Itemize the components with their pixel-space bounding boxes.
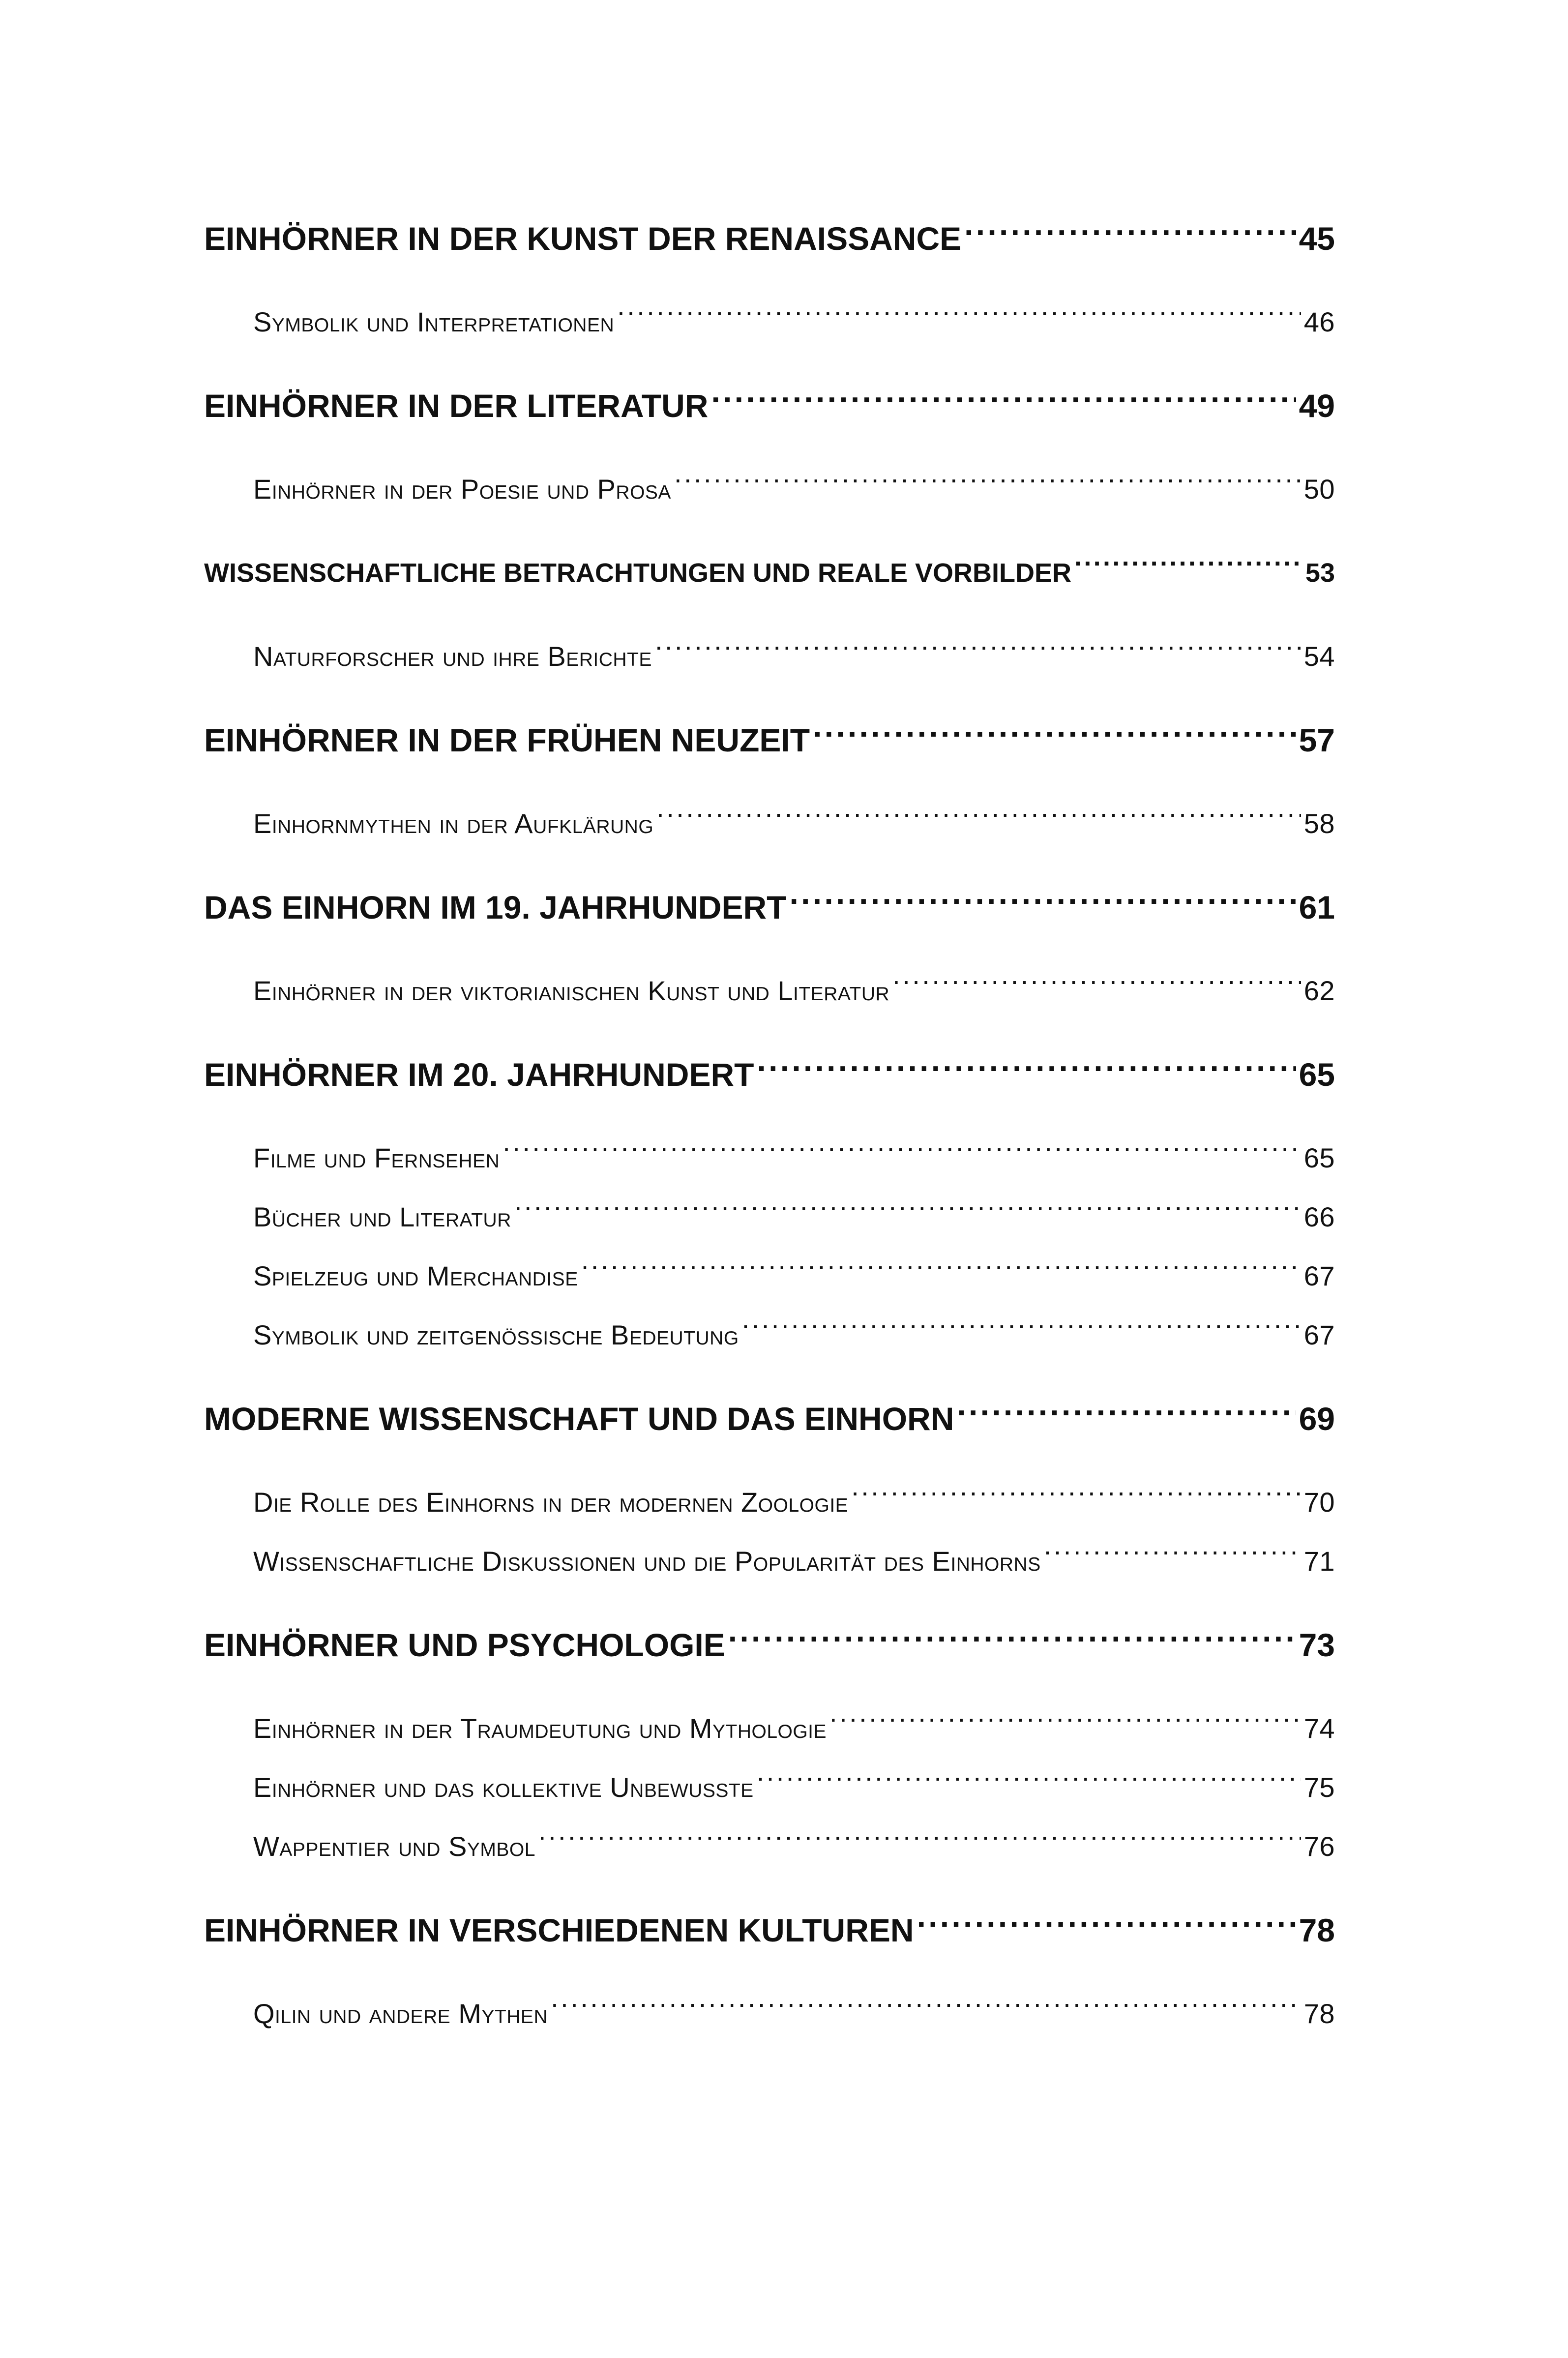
toc-section-entry[interactable] bbox=[204, 802, 1335, 846]
toc-page-number: 75 bbox=[1303, 1772, 1335, 1803]
toc-chapter-title: EINHÖRNER IN DER LITERATUR bbox=[204, 388, 709, 424]
toc-section-title: Wissenschaftliche Diskussionen und die Popularität des Einhorns bbox=[253, 1546, 1041, 1577]
dot-leader bbox=[1044, 1543, 1301, 1571]
toc-page-number: 78 bbox=[1299, 1912, 1335, 1948]
toc-chapter-title: EINHÖRNER IN DER KUNST DER RENAISSANCE bbox=[204, 220, 962, 257]
dot-leader bbox=[917, 1909, 1296, 1941]
toc-page-number: 76 bbox=[1303, 1831, 1335, 1862]
dot-leader bbox=[655, 638, 1301, 666]
dot-leader bbox=[551, 1996, 1301, 2023]
toc-section-entry[interactable] bbox=[204, 1254, 1335, 1298]
dot-leader bbox=[892, 973, 1301, 1000]
toc-chapter-entry[interactable] bbox=[204, 551, 1335, 595]
toc-page-number: 49 bbox=[1299, 388, 1335, 424]
toc-section-title: Bücher und Literatur bbox=[253, 1201, 511, 1232]
toc-section-title: Einhörner und das kollektive Unbewusste bbox=[253, 1772, 754, 1803]
toc-section-entry[interactable] bbox=[204, 1824, 1335, 1869]
toc-chapter-entry[interactable] bbox=[204, 718, 1335, 762]
toc-section-title: Einhörner in der Poesie und Prosa bbox=[253, 474, 671, 505]
toc-page-number: 50 bbox=[1303, 474, 1335, 505]
toc-page-number: 45 bbox=[1299, 220, 1335, 257]
dot-leader bbox=[674, 471, 1301, 499]
dot-leader bbox=[617, 304, 1301, 331]
toc-chapter-title: EINHÖRNER IN DER FRÜHEN NEUZEIT bbox=[204, 722, 810, 758]
toc-section-entry[interactable] bbox=[204, 1706, 1335, 1751]
dot-leader bbox=[711, 385, 1296, 417]
dot-leader bbox=[813, 719, 1296, 751]
toc-page-number: 70 bbox=[1303, 1487, 1335, 1518]
toc-page-number: 65 bbox=[1303, 1142, 1335, 1173]
toc-page-number: 53 bbox=[1305, 558, 1335, 588]
toc-section-entry[interactable] bbox=[204, 1136, 1335, 1180]
toc-section-entry[interactable] bbox=[204, 1195, 1335, 1239]
toc-section-entry[interactable] bbox=[204, 1480, 1335, 1524]
toc-section-title: Spielzeug und Merchandise bbox=[253, 1260, 578, 1291]
toc-page-number: 65 bbox=[1299, 1056, 1335, 1093]
toc-page-number: 54 bbox=[1303, 641, 1335, 672]
table-of-contents bbox=[204, 216, 1335, 2036]
dot-leader bbox=[957, 1398, 1296, 1430]
dot-leader bbox=[581, 1258, 1301, 1285]
toc-section-title: Filme und Fernsehen bbox=[253, 1142, 500, 1173]
dot-leader bbox=[503, 1140, 1301, 1167]
toc-page-number: 78 bbox=[1303, 1998, 1335, 2029]
toc-chapter-entry[interactable] bbox=[204, 216, 1335, 261]
toc-chapter-title: EINHÖRNER UND PSYCHOLOGIE bbox=[204, 1627, 725, 1663]
toc-chapter-title: EINHÖRNER IM 20. JAHRHUNDERT bbox=[204, 1056, 754, 1093]
toc-chapter-title: MODERNE WISSENSCHAFT UND DAS EINHORN bbox=[204, 1401, 954, 1437]
toc-section-entry[interactable] bbox=[204, 1313, 1335, 1357]
toc-section-entry[interactable] bbox=[204, 300, 1335, 344]
dot-leader bbox=[728, 1624, 1296, 1656]
dot-leader bbox=[757, 1053, 1296, 1086]
dot-leader bbox=[829, 1710, 1301, 1738]
toc-section-entry[interactable] bbox=[204, 1539, 1335, 1583]
toc-page-number: 62 bbox=[1303, 975, 1335, 1006]
toc-chapter-entry[interactable] bbox=[204, 885, 1335, 929]
toc-page-number: 67 bbox=[1303, 1260, 1335, 1291]
toc-page-number: 58 bbox=[1303, 808, 1335, 839]
toc-page-number: 71 bbox=[1303, 1546, 1335, 1577]
toc-chapter-title: EINHÖRNER IN VERSCHIEDENEN KULTUREN bbox=[204, 1912, 914, 1948]
toc-page-number: 73 bbox=[1299, 1627, 1335, 1663]
toc-section-title: Naturforscher und ihre Berichte bbox=[253, 641, 652, 672]
toc-section-title: Qilin und andere Mythen bbox=[253, 1998, 548, 2029]
dot-leader bbox=[514, 1199, 1301, 1226]
toc-section-title: Die Rolle des Einhorns in der modernen Zoologie bbox=[253, 1487, 849, 1518]
toc-section-entry[interactable] bbox=[204, 1992, 1335, 2036]
toc-section-entry[interactable] bbox=[204, 467, 1335, 511]
toc-chapter-entry[interactable] bbox=[204, 1623, 1335, 1667]
toc-page-number: 46 bbox=[1303, 306, 1335, 337]
dot-leader bbox=[538, 1828, 1301, 1856]
toc-page-number: 66 bbox=[1303, 1201, 1335, 1232]
toc-section-title: Einhörner in der Traumdeutung und Mythologie bbox=[253, 1713, 827, 1744]
dot-leader bbox=[757, 1769, 1301, 1797]
toc-page-number: 61 bbox=[1299, 889, 1335, 925]
toc-section-title: Symbolik und zeitgenössische Bedeutung bbox=[253, 1319, 739, 1350]
toc-page-number: 69 bbox=[1299, 1401, 1335, 1437]
dot-leader bbox=[656, 806, 1301, 833]
toc-page-number: 67 bbox=[1303, 1319, 1335, 1350]
toc-page-number: 57 bbox=[1299, 722, 1335, 758]
dot-leader bbox=[851, 1484, 1301, 1512]
toc-section-title: Einhörner in der viktorianischen Kunst und Literatur bbox=[253, 975, 890, 1006]
dot-leader bbox=[789, 886, 1296, 919]
toc-chapter-title: DAS EINHORN IM 19. JAHRHUNDERT bbox=[204, 889, 787, 925]
toc-section-title: Einhornmythen in der Aufklärung bbox=[253, 808, 654, 839]
toc-page-number: 74 bbox=[1303, 1713, 1335, 1744]
toc-chapter-entry[interactable] bbox=[204, 1052, 1335, 1097]
toc-section-title: Symbolik und Interpretationen bbox=[253, 306, 615, 337]
toc-section-title: Wappentier und Symbol bbox=[253, 1831, 535, 1862]
toc-chapter-entry[interactable] bbox=[204, 1908, 1335, 1952]
dot-leader bbox=[1074, 555, 1302, 582]
toc-section-entry[interactable] bbox=[204, 634, 1335, 679]
toc-chapter-entry[interactable] bbox=[204, 1397, 1335, 1441]
toc-section-entry[interactable] bbox=[204, 1765, 1335, 1810]
toc-chapter-title: WISSENSCHAFTLICHE BETRACHTUNGEN UND REALE VORBILDER bbox=[204, 558, 1072, 588]
dot-leader bbox=[742, 1317, 1301, 1344]
toc-chapter-entry[interactable] bbox=[204, 384, 1335, 428]
toc-section-entry[interactable] bbox=[204, 969, 1335, 1013]
dot-leader bbox=[964, 217, 1296, 250]
